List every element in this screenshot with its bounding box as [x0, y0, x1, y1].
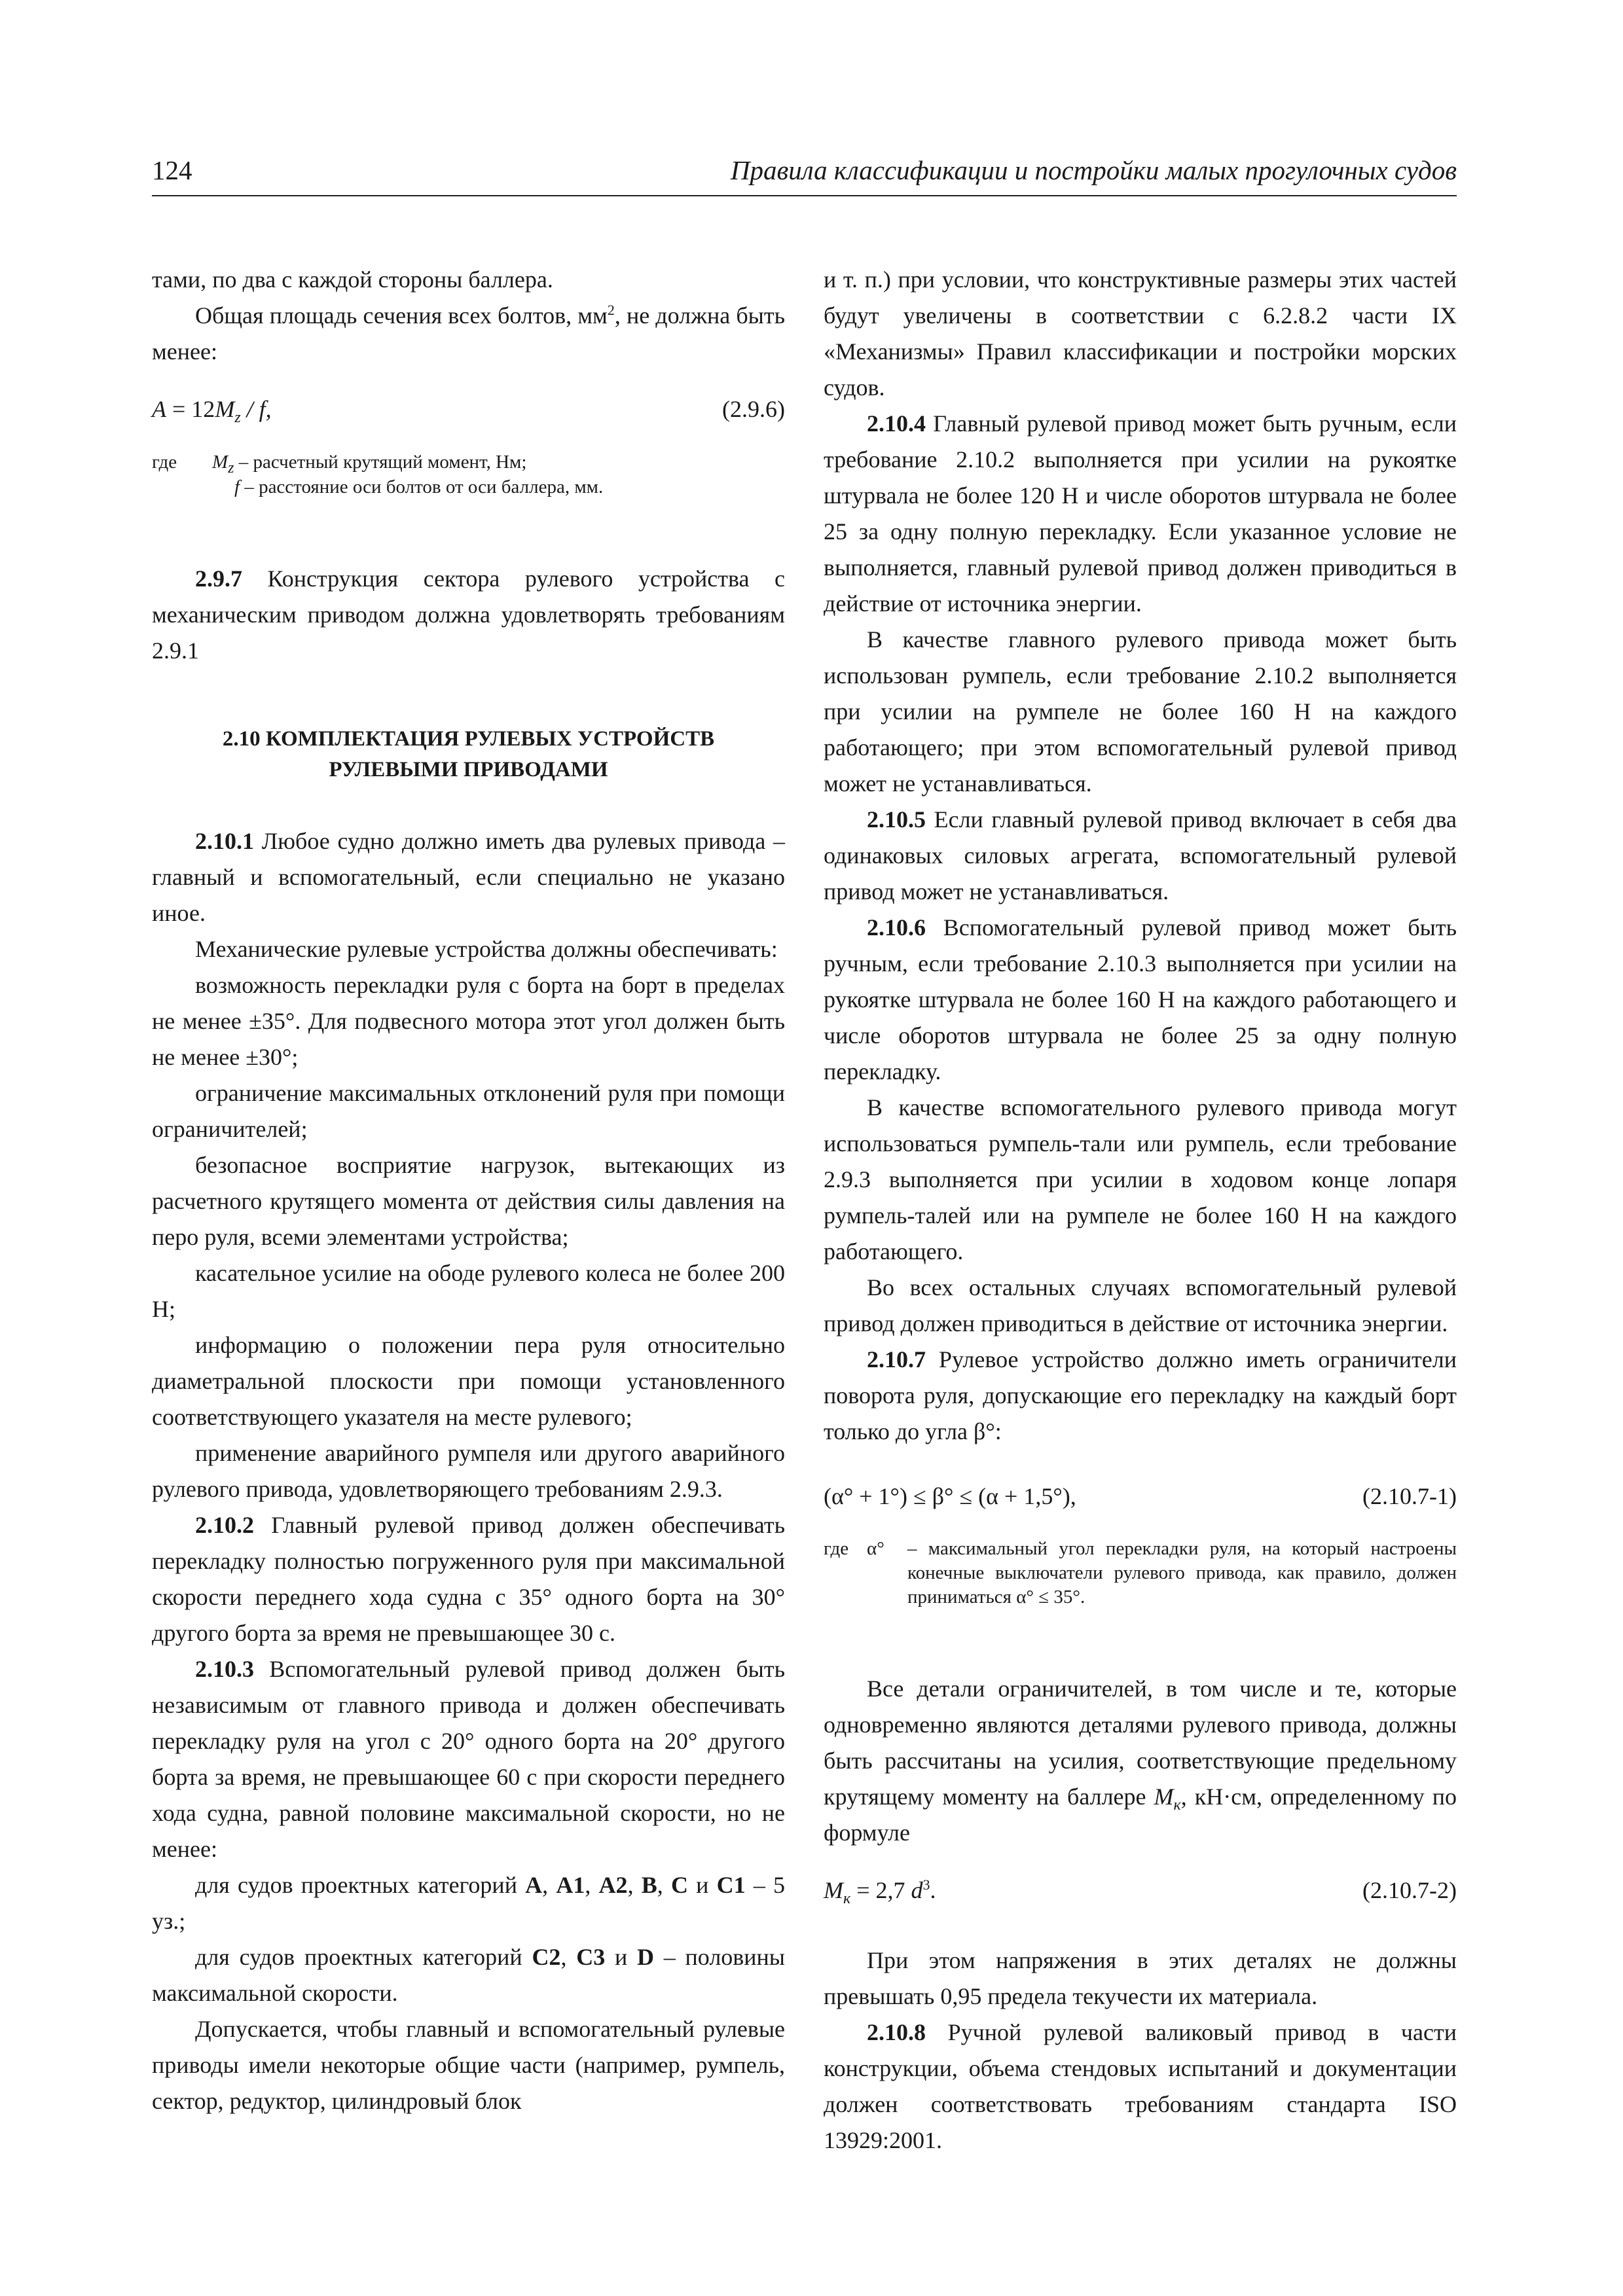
paragraph-2-9-7: 2.9.7 Конструкция сектора рулевого устройства с механическим приводом должна удовлетворять требованиям 2.9.1	[152, 565, 785, 664]
running-title: Правила классификации и постройки малых прогулочных судов	[730, 155, 1457, 185]
list-item: для судов проектных категорий A, A1, A2, B, C и C1 – 5 уз.;	[152, 1872, 786, 1934]
paragraph: Общая площадь сечения всех болтов, $мм^2$, не должна быть менее:	[152, 302, 785, 365]
list-item: информацию о положении пера руля относительно диаметральной плоскости при помощи установленного соответствующего указателя на месте рулевого;	[152, 1332, 785, 1430]
formula-number: (2.10.7-1)	[1362, 1483, 1457, 1509]
section-heading: 2.10 КОМПЛЕКТАЦИЯ РУЛЕВЫХ УСТРОЙСТВ РУЛЕВЫМИ ПРИВОДАМИ	[222, 727, 715, 781]
formula-number: (2.10.7-2)	[1362, 1877, 1457, 1903]
left-column	[152, 262, 785, 2119]
paragraph: Механические рулевые устройства должны обеспечивать:	[195, 936, 778, 962]
formula-expression: $A = 12M_z / f$,	[152, 396, 272, 427]
formula-2-10-7-1	[824, 1479, 1457, 1515]
paragraph: тами, по два с каждой стороны баллера.	[152, 266, 553, 293]
paragraph-2-10-8: 2.10.8 Ручной рулевой валиковый привод в части конструкции, объема стендовых испытаний и документации должен соответствовать требованиям стандарта ISO 13929:2001.	[824, 2019, 1457, 2153]
formula-legend: где $M_z$ – расчетный крутящий момент, Нм; f – расстояние оси болтов от оси баллера, мм.	[152, 452, 604, 497]
list-item: безопасное восприятие нагрузок, вытекающих из расчетного крутящего момента от действия силы давления на перо руля, всеми элементами устройства;	[152, 1152, 785, 1250]
paragraph-2-10-2: 2.10.2 Главный рулевой привод должен обеспечивать перекладку полностью погруженного руля при максимальной скорости переднего хода судна с 35° одного борта на 30° другого борта за время не превышающее 30 с.	[152, 1512, 785, 1646]
list-item: ограничение максимальных отклонений руля при помощи ограничителей;	[152, 1080, 785, 1142]
paragraph-2-10-6: 2.10.6 Вспомогательный рулевой привод может быть ручным, если требование 2.10.3 выполняется при усилии на рукоятке штурвала не более 160 Н на каждого работающего и числе оборотов штурвала не более 25 за одну полную перекладку.	[824, 914, 1457, 1085]
paragraph: В качестве главного рулевого привода может быть использован румпель, если требование 2.10.2 выполняется при усилии на румпеле не более 160 Н на каждого работающего; при этом вспомогательный рулевой привод может не устанавливаться.	[824, 626, 1457, 797]
paragraph-2-10-7: 2.10.7 Рулевое устройство должно иметь ограничители поворота руля, допускающие его перекладку на каждый борт только до угла β°:	[824, 1346, 1457, 1444]
formula-expression: $M_к = 2,7$ $d^3$.	[824, 1876, 936, 1908]
paragraph: При этом напряжения в этих деталях не должны превышать 0,95 предела текучести их материала.	[824, 1947, 1457, 2009]
paragraph-2-10-3: 2.10.3 Вспомогательный рулевой привод должен быть независимым от главного привода и должен обеспечивать перекладку руля на угол с 20° одного борта на 20° другого борта за время, не превышающее 60 с при скорости переднего хода судна, равной половине максимальной скорости, но не менее:	[152, 1656, 785, 1862]
paragraph: Все детали ограничителей, в том числе и те, которые одновременно являются деталями рулевого привода, должны быть рассчитаны на усилия, соответствующие предельному крутящему моменту на баллере $M_к$, кН·см, определенному по формуле	[824, 1676, 1457, 1846]
list-item: для судов проектных категорий C2, C3 и D – половины максимальной скорости.	[152, 1944, 785, 2006]
paragraph: Во всех остальных случаях вспомогательный рулевой привод должен приводиться в действие от источника энергии.	[824, 1274, 1457, 1336]
paragraph-2-10-4: 2.10.4 Главный рулевой привод может быть ручным, если требование 2.10.2 выполняется при усилии на рукоятке штурвала не более 120 Н и числе оборотов штурвала не более 25 за одну полную перекладку. Если указанное условие не выполняется, главный рулевой привод должен приводиться в действие от источника энергии.	[824, 410, 1457, 617]
paragraph: и т. п.) при условии, что конструктивные размеры этих частей будут увеличены в соответствии с 6.2.8.2 части IX «Механизмы» Правил классификации и постройки морских судов.	[824, 266, 1457, 401]
list-item: применение аварийного румпеля или другого аварийного рулевого привода, удовлетворяющего требованиям 2.9.3.	[152, 1440, 785, 1502]
right-column	[824, 262, 1457, 2159]
formula-number: (2.9.6)	[722, 396, 785, 422]
formula-2-10-7-2	[824, 1873, 1457, 1909]
list-item: касательное усилие на ободе рулевого колеса не более 200 Н;	[152, 1260, 785, 1322]
paragraph-2-10-5: 2.10.5 Если главный рулевой привод включает в себя два одинаковых силовых агрегата, вспомогательный рулевой привод может не устанавливаться.	[824, 806, 1457, 905]
paragraph: В качестве вспомогательного рулевого привода могут использоваться румпель-тали или румпель, если требование 2.9.3 выполняется при усилии в ходовом конце лопаря румпель-талей или на румпеле не более 160 Н на каждого работающего.	[824, 1094, 1457, 1265]
paragraph: Допускается, чтобы главный и вспомогательный рулевые приводы имели некоторые общие части (например, румпель, сектор, редуктор, цилиндровый блок	[152, 2016, 785, 2114]
formula-2-9-6	[152, 391, 785, 427]
formula-expression: (α° + 1°) ≤ β° ≤ (α + 1,5°),	[824, 1483, 1076, 1509]
paragraph-2-10-1: 2.10.1 Любое судно должно иметь два рулевых привода – главный и вспомогательный, если специально не указано иное.	[152, 828, 785, 926]
header-rule	[152, 195, 1457, 196]
list-item: возможность перекладки руля с борта на борт в пределах не менее ±35°. Для подвесного мотора этот угол должен быть не менее ±30°;	[152, 972, 785, 1070]
formula-legend: где α° – максимальный угол перекладки руля, на который настроены конечные выключатели рулевого привода, как правило, должен приниматься α° ≤ 35°.	[824, 1538, 1457, 1607]
page-number: 124	[152, 155, 192, 185]
